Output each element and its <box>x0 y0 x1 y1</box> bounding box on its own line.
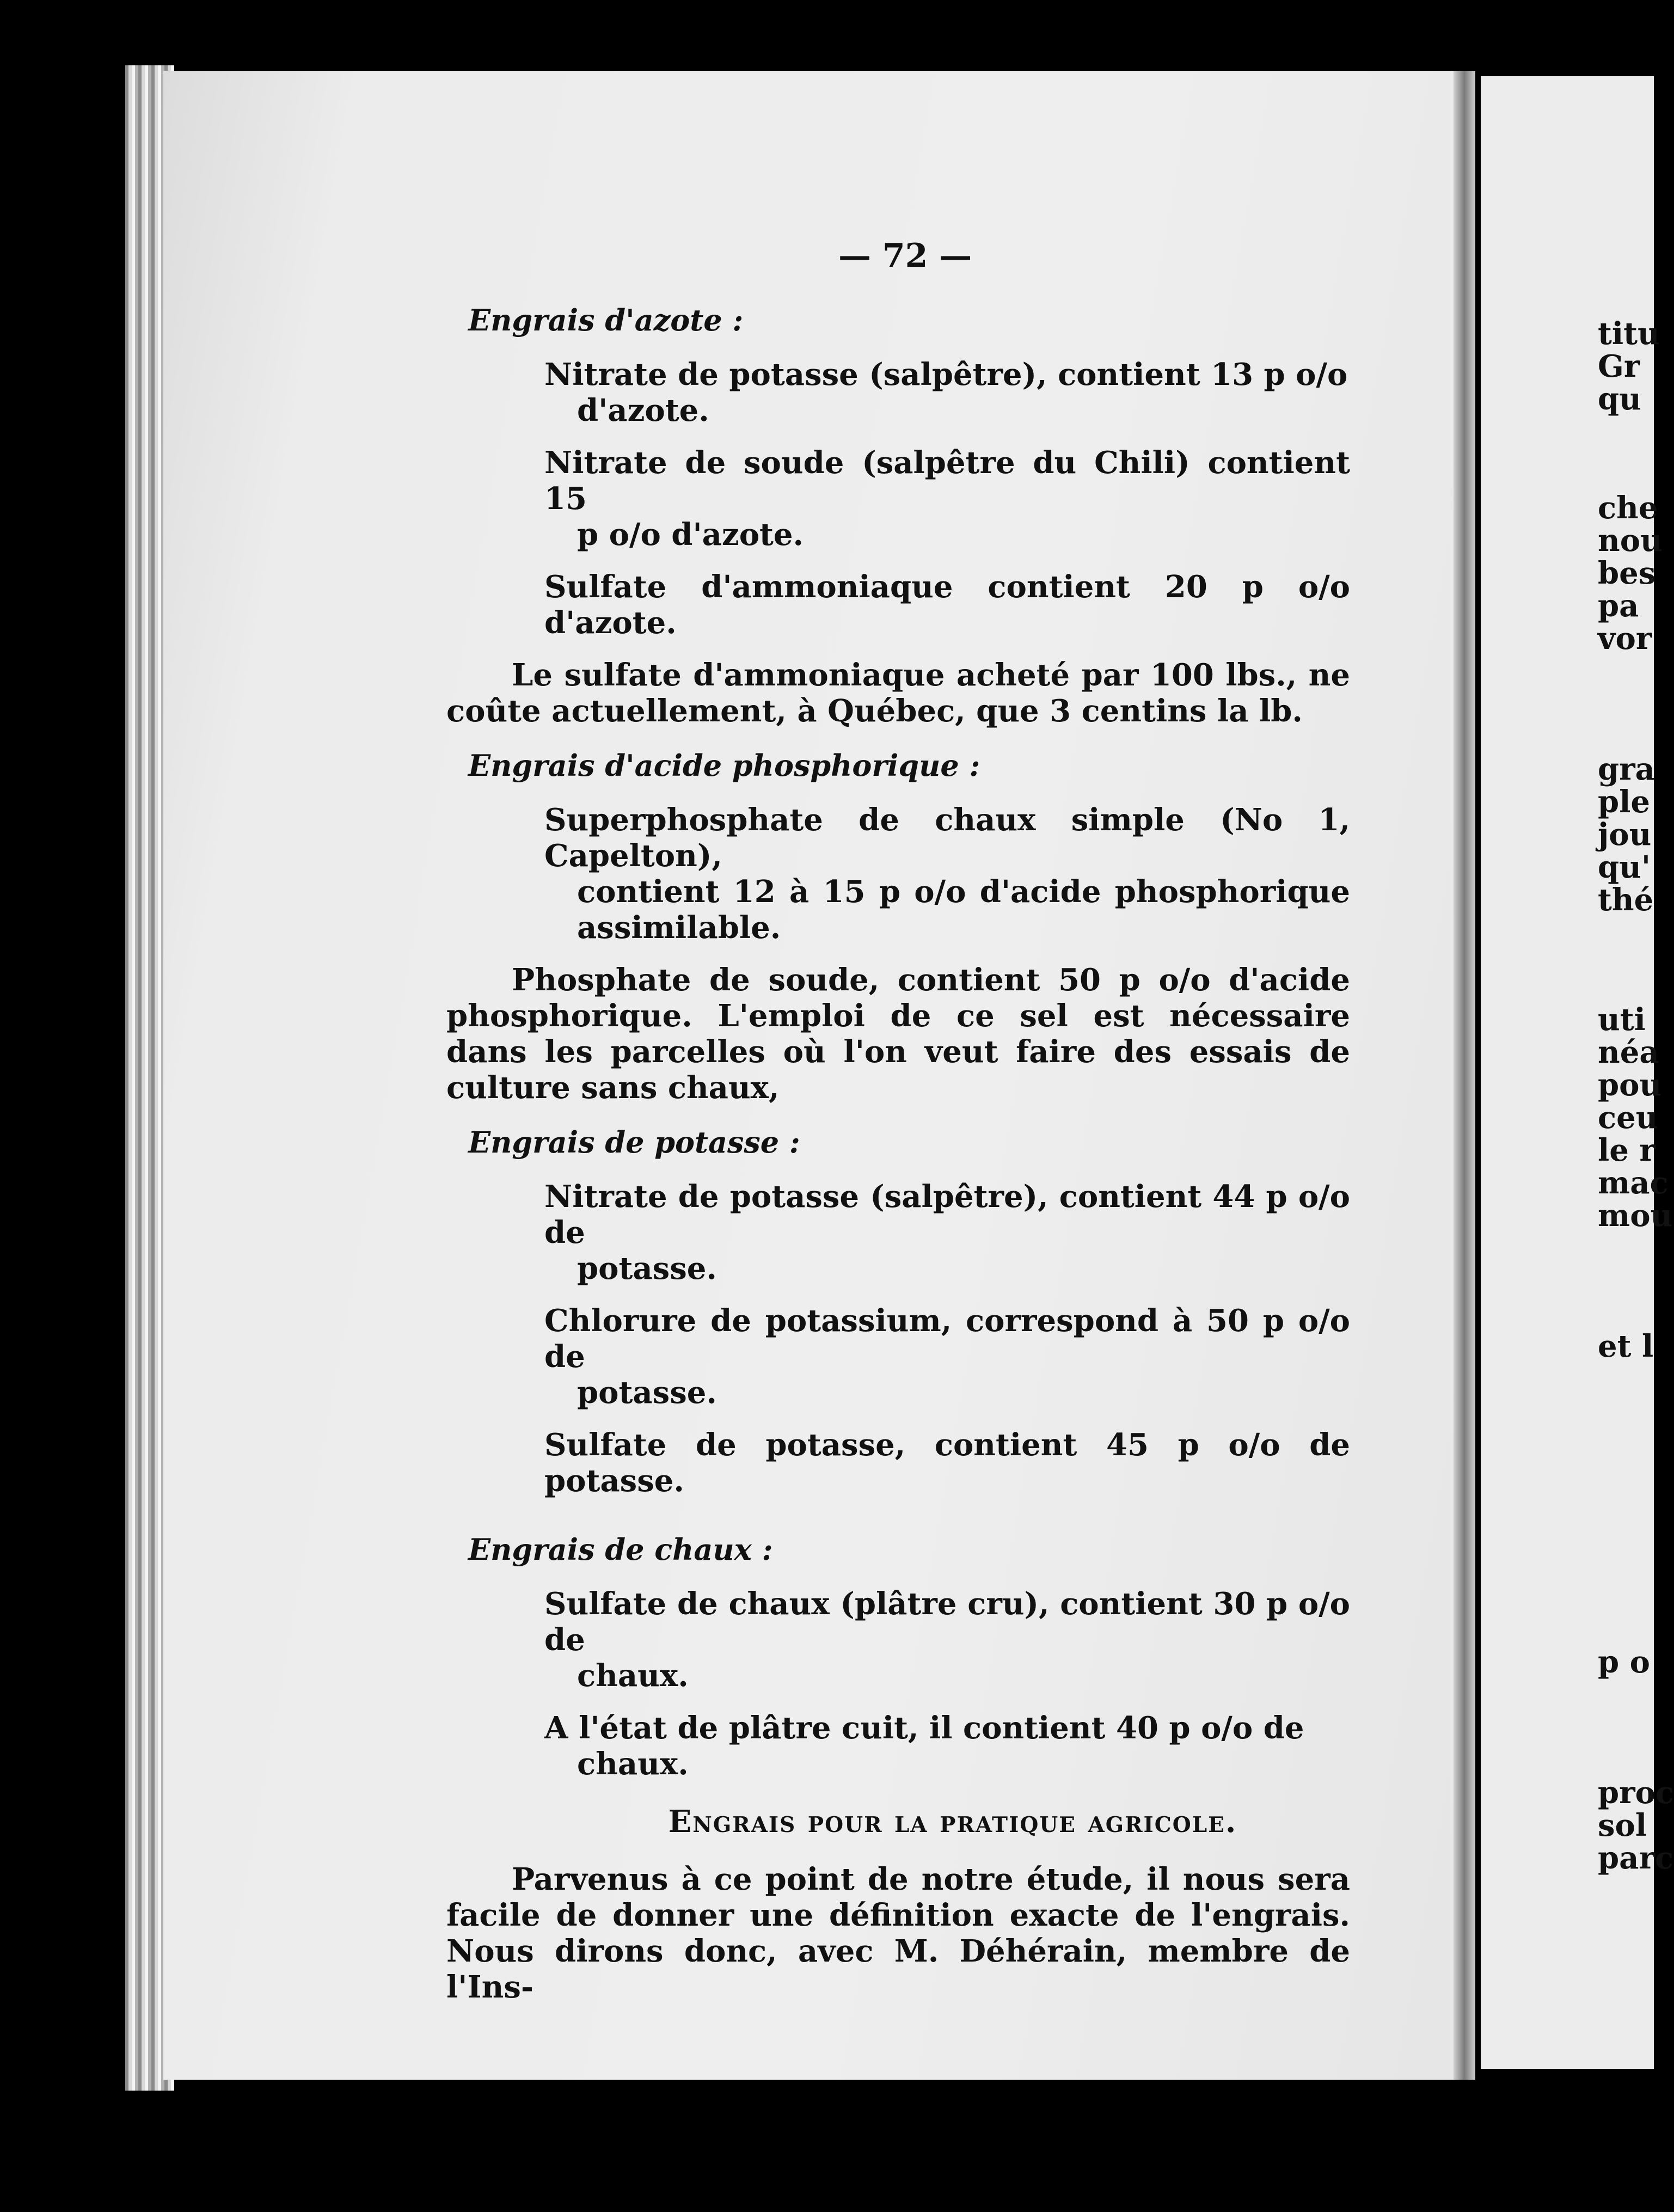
list-item <box>544 1586 1350 1694</box>
right-fragment: thé <box>1598 882 1654 918</box>
item-line: Sulfate de chaux (plâtre cru), contient 30 p o/o de <box>544 1586 1350 1658</box>
right-fragment: che <box>1598 490 1658 526</box>
right-fragment: Gr <box>1598 348 1640 384</box>
item-continuation: chaux. <box>577 1746 689 1782</box>
section-heading: Engrais d'azote : <box>468 303 744 338</box>
item-continuation: p o/o d'azote. <box>577 517 804 553</box>
list-item <box>544 569 1350 641</box>
item-line: Nitrate de potasse (salpêtre), contient 13 p o/o <box>544 357 1348 393</box>
right-fragment: uti <box>1598 1002 1646 1038</box>
list-item <box>544 357 1350 428</box>
item-line: Nitrate de soude (salpêtre du Chili) contient 15 <box>544 445 1350 517</box>
list-item <box>544 802 1350 946</box>
right-fragment: le r <box>1598 1132 1655 1168</box>
right-fragment: parc <box>1598 1840 1674 1876</box>
right-fragment: nou <box>1598 523 1663 559</box>
right-fragment: pa <box>1598 588 1639 624</box>
right-fragment: p o <box>1598 1644 1651 1680</box>
right-fragment: vor <box>1598 621 1652 657</box>
list-item <box>544 1179 1350 1286</box>
right-fragment: qu' <box>1598 849 1651 885</box>
section-heading: Engrais d'acide phosphorique : <box>468 748 980 783</box>
item-line: A l'état de plâtre cuit, il contient 40 p o/o de <box>544 1710 1304 1746</box>
item-continuation: potasse. <box>577 1251 717 1286</box>
item-continuation: potasse. <box>577 1375 717 1411</box>
paragraph: Phosphate de soude, contient 50 p o/o d'acide phosphorique. L'emploi de ce sel est nécessaire dans les parcelles où l'on veut faire des essais de culture sans chaux, <box>446 962 1350 1106</box>
list-item <box>544 1710 1350 1782</box>
page-number: — 72 — <box>838 237 972 275</box>
book-gutter <box>1454 71 1475 2080</box>
right-fragment: qu <box>1598 381 1641 417</box>
right-fragment: sol <box>1598 1807 1647 1843</box>
item-line: Sulfate de potasse, contient 45 p o/o de potasse. <box>544 1427 1350 1499</box>
right-fragment: ceu <box>1598 1100 1658 1136</box>
right-fragment: jou <box>1598 817 1652 853</box>
right-fragment: mou <box>1598 1198 1673 1234</box>
item-continuation: chaux. <box>577 1658 689 1694</box>
list-item <box>544 1303 1350 1411</box>
item-continuation: contient 12 à 15 p o/o d'acide phosphorique assimilable. <box>577 874 1350 946</box>
item-line: Sulfate d'ammoniaque contient 20 p o/o d'azote. <box>544 569 1350 641</box>
right-fragment: et l <box>1598 1328 1654 1364</box>
right-fragment: bes <box>1598 555 1656 591</box>
right-fragment: titu <box>1598 316 1660 352</box>
section-heading: Engrais de chaux : <box>468 1532 773 1567</box>
right-fragment: gra <box>1598 751 1655 787</box>
right-fragment: pou <box>1598 1067 1662 1103</box>
page-content <box>446 302 1350 2024</box>
paragraph: Parvenus à ce point de notre étude, il nous sera facile de donner une définition exacte de l'engrais. Nous dirons donc, avec M. Déhérain, membre de l'Ins- <box>446 1861 1350 2005</box>
subtitle: Engrais pour la pratique agricole. <box>668 1804 1237 1840</box>
right-page <box>1481 76 1674 2069</box>
right-fragment: mac <box>1598 1165 1669 1201</box>
item-line: Superphosphate de chaux simple (No 1, Capelton), <box>544 802 1350 874</box>
right-fragment: proc <box>1598 1775 1674 1811</box>
right-fragment: néa <box>1598 1034 1659 1070</box>
section-heading: Engrais de potasse : <box>468 1125 800 1160</box>
item-line: Chlorure de potassium, correspond à 50 p o/o de <box>544 1303 1350 1375</box>
list-item <box>544 445 1350 553</box>
item-line: Nitrate de potasse (salpêtre), contient 44 p o/o de <box>544 1179 1350 1251</box>
list-item <box>544 1427 1350 1499</box>
item-continuation: d'azote. <box>577 393 709 428</box>
right-fragment: ple <box>1598 784 1651 820</box>
paragraph: Le sulfate d'ammoniaque acheté par 100 lbs., ne coûte actuellement, à Québec, que 3 centins la lb. <box>446 657 1350 729</box>
